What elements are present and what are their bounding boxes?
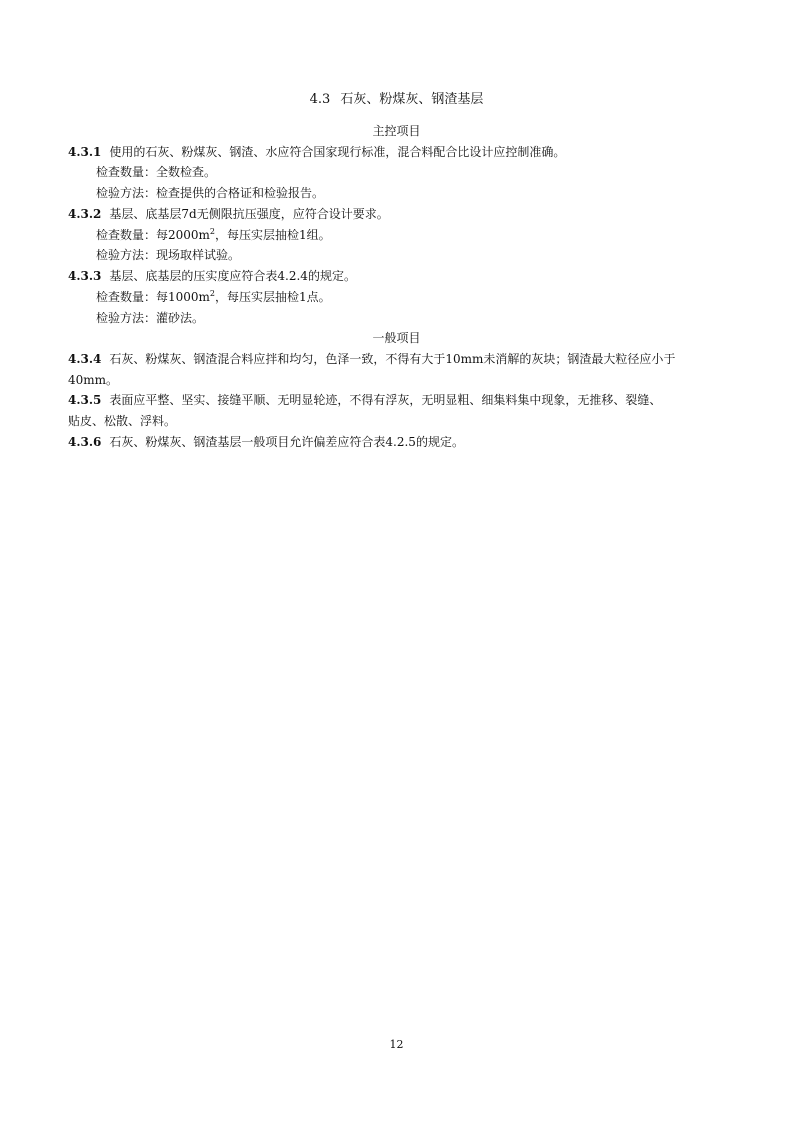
- clause-number: 4.3.6: [68, 435, 102, 449]
- clause-4-3-1-method: 检验方法：检查提供的合格证和检验报告。: [96, 186, 325, 200]
- clause-text: 使用的石灰、粉煤灰、钢渣、水应符合国家现行标准，混合料配合比设计应控制准确。: [109, 145, 566, 159]
- clause-4-3-1: [68, 144, 728, 160]
- page-number: 12: [389, 1038, 404, 1051]
- clause-number: 4.3.3: [68, 269, 102, 283]
- section-title: [0, 92, 793, 108]
- quantity-text: 检查数量：每2000m: [96, 228, 210, 242]
- clause-4-3-5: [68, 392, 728, 408]
- main-items-heading: 主控项目: [372, 124, 421, 138]
- superscript: 2: [209, 227, 216, 236]
- clause-number: 4.3.4: [68, 352, 102, 366]
- clause-4-3-5-continued: 贴皮、松散、浮料。: [68, 414, 177, 428]
- quantity-text-rest: ，每压实层抽检1组。: [215, 228, 331, 242]
- clause-4-3-3-method: 检验方法：灌砂法。: [96, 311, 205, 325]
- quantity-text-rest: ，每压实层抽检1点。: [215, 290, 331, 304]
- clause-number: 4.3.5: [68, 393, 102, 407]
- clause-4-3-2-method: 检验方法：现场取样试验。: [96, 248, 241, 262]
- clause-text: 表面应平整、坚实、接缝平顺、无明显轮迹，不得有浮灰，无明显粗、细集料集中现象，无推移、裂缝、: [109, 393, 662, 407]
- quantity-text: 检查数量：每1000m: [96, 290, 210, 304]
- clause-4-3-3-quantity: [96, 289, 756, 305]
- clause-text: 基层、底基层7d无侧限抗压强度，应符合设计要求。: [109, 207, 389, 221]
- clause-4-3-4: [68, 351, 728, 367]
- section-number: 4.3: [309, 92, 331, 107]
- clause-text: 基层、底基层的压实度应符合表4.2.4的规定。: [109, 269, 356, 283]
- clause-text: 石灰、粉煤灰、钢渣基层一般项目允许偏差应符合表4.2.5的规定。: [109, 435, 464, 449]
- superscript: 2: [209, 289, 216, 298]
- clause-number: 4.3.2: [68, 207, 102, 221]
- clause-4-3-1-quantity: 检查数量：全数检查。: [96, 165, 217, 179]
- clause-4-3-6: [68, 434, 728, 450]
- clause-4-3-2: [68, 206, 728, 222]
- clause-number: 4.3.1: [68, 145, 102, 159]
- section-title-text: 石灰、粉煤灰、钢渣基层: [340, 92, 484, 107]
- clause-text: 石灰、粉煤灰、钢渣混合料应拌和均匀，色泽一致，不得有大于10mm未消解的灰块；钢渣最大粒径应小于: [109, 352, 676, 366]
- clause-4-3-4-continued: 40mm。: [68, 373, 119, 387]
- general-items-heading: 一般项目: [372, 331, 421, 345]
- clause-4-3-2-quantity: [96, 227, 756, 243]
- clause-4-3-3: [68, 268, 728, 284]
